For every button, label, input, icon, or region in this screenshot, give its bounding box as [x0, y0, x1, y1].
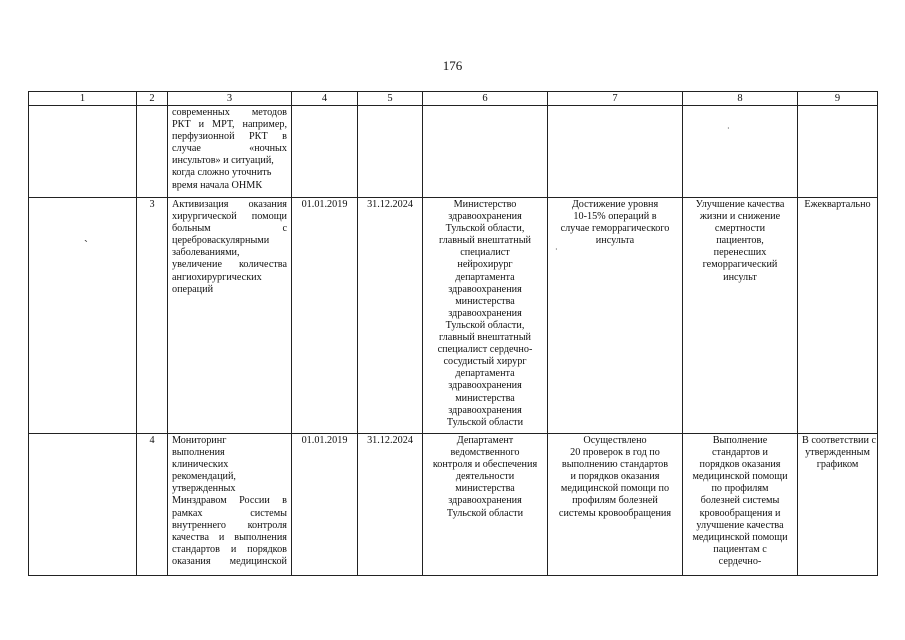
text-line: заболеваниями,: [172, 247, 240, 259]
text-line: здравоохранения: [448, 283, 522, 295]
text-line: нейрохирург: [457, 259, 513, 271]
text-line: кровообращения и: [699, 507, 781, 519]
responsible-cell: [423, 106, 548, 198]
text-line: Активизация оказания: [172, 199, 287, 210]
text-line: больным с: [172, 223, 287, 235]
text-line: перенесших: [713, 247, 767, 259]
text-line: здравоохранения: [448, 404, 522, 416]
text-line: графиком: [816, 459, 859, 471]
text-line: операций: [172, 283, 214, 295]
text-line: здравоохранения: [448, 307, 522, 319]
text-line: Минздравом России в: [172, 495, 287, 507]
text-line: и порядков оказания: [570, 471, 660, 483]
text-line: инсульта: [595, 235, 635, 247]
text-line: здравоохранения: [448, 380, 522, 392]
result-cell: [683, 434, 798, 576]
text-line: Мониторинг: [172, 435, 227, 446]
header-cell-1: 1: [29, 92, 137, 106]
text-line: министерства: [455, 483, 515, 495]
table-row: [29, 434, 878, 576]
text-line: Выполнение: [712, 435, 768, 446]
text-line: современных методов: [172, 107, 287, 118]
end-date-cell: [358, 106, 423, 198]
indicator-cell: [548, 106, 683, 198]
header-cell-5: 5: [358, 92, 423, 106]
text-line: порядков оказания: [699, 459, 781, 471]
text-line: Тульской области: [446, 416, 524, 428]
header-cell-2: 2: [137, 92, 168, 106]
text-line: Министерство: [453, 199, 517, 210]
row-empty-cell: [29, 106, 137, 198]
text-line: утвержденным: [805, 447, 870, 459]
text-line: 20 проверок в год по: [570, 447, 660, 459]
text-line: главный внештатный: [438, 235, 532, 247]
text-line: В соответствии с: [802, 435, 876, 446]
header-cell-8: 8: [683, 92, 798, 106]
text-line: Улучшение качества: [695, 199, 785, 210]
text-line: сердечно-: [718, 555, 762, 567]
text-line: Тульской области,: [445, 319, 525, 331]
text-line: пациентам с: [713, 543, 767, 555]
table-row: [29, 106, 878, 198]
text-line: геморрагический: [702, 259, 778, 271]
text-line: оказания медицинской: [172, 555, 287, 567]
end-date-cell: 31.12.2024: [358, 198, 423, 434]
measure-description-cell: [168, 198, 292, 434]
text-line: выполнению стандартов: [561, 459, 669, 471]
row-empty-cell: [29, 434, 137, 576]
row-number-cell: 4: [137, 434, 168, 576]
text-line: ангиохирургических: [172, 271, 262, 283]
text-line: увеличение количества: [172, 259, 287, 271]
text-line: здравоохранения: [448, 211, 522, 223]
start-date-cell: [292, 106, 358, 198]
text-line: медицинской помощи по: [560, 483, 670, 495]
text-line: инсульт: [723, 271, 757, 283]
text-line: улучшение качества: [696, 519, 784, 531]
frequency-cell: Ежеквартально: [798, 198, 878, 434]
column-number-header-row: [29, 92, 878, 106]
text-line: стандартов и: [712, 447, 768, 459]
text-line: внутреннего контроля: [172, 519, 287, 531]
text-line: ведомственного: [450, 447, 520, 459]
header-cell-4: 4: [292, 92, 358, 106]
row-number-cell: 3: [137, 198, 168, 434]
result-cell: [683, 198, 798, 434]
text-line: выполнения: [172, 447, 225, 459]
header-cell-3: 3: [168, 92, 292, 106]
scan-artifact-dot: ˴: [84, 232, 88, 246]
text-line: медицинской помощи: [692, 531, 788, 543]
text-line: болезней системы: [700, 495, 780, 507]
text-line: стандартов и порядков: [172, 543, 287, 555]
indicator-cell: [548, 198, 683, 434]
text-line: РКТ и МРТ, например,: [172, 119, 287, 131]
measure-description-cell: [168, 106, 292, 198]
text-line: когда сложно уточнить: [172, 167, 272, 179]
text-line: Осуществлено: [583, 435, 647, 446]
text-line: цереброваскулярными: [172, 235, 270, 247]
result-cell: [683, 106, 798, 198]
header-cell-7: 7: [548, 92, 683, 106]
row-empty-cell: [29, 198, 137, 434]
text-line: клинических: [172, 459, 229, 471]
text-line: специалист: [460, 247, 510, 259]
text-line: медицинской помощи: [692, 471, 788, 483]
text-line: Тульской области,: [445, 223, 525, 235]
start-date-cell: 01.01.2019: [292, 434, 358, 576]
start-date-cell: 01.01.2019: [292, 198, 358, 434]
text-line: здравоохранения: [448, 495, 522, 507]
scan-artifact-dot: ·: [727, 124, 730, 133]
text-line: профилям болезней: [572, 495, 658, 507]
header-cell-9: 9: [798, 92, 878, 106]
page-number: 176: [442, 58, 463, 73]
text-line: качества и выполнения: [172, 531, 287, 543]
text-line: рамках системы: [172, 507, 287, 519]
text-line: департамента: [455, 368, 515, 380]
text-line: министерства: [455, 392, 515, 404]
text-line: рекомендаций,: [172, 471, 236, 483]
frequency-cell: [798, 434, 878, 576]
text-line: контроля и обеспечения: [432, 459, 538, 471]
measure-description-cell: [168, 434, 292, 576]
text-line: случае геморрагического: [560, 223, 670, 235]
text-line: перфузионной РКТ в: [172, 131, 287, 143]
header-cell-6: 6: [423, 92, 548, 106]
text-line: смертности: [714, 223, 766, 235]
frequency-cell: [798, 106, 878, 198]
text-line: специалист сердечно-: [437, 344, 533, 356]
indicator-cell: [548, 434, 683, 576]
row-number-cell: [137, 106, 168, 198]
responsible-cell: [423, 434, 548, 576]
text-line: министерства: [455, 295, 515, 307]
end-date-cell: 31.12.2024: [358, 434, 423, 576]
text-line: главный внештатный: [438, 332, 532, 344]
text-line: пациентов,: [716, 235, 764, 247]
responsible-cell: [423, 198, 548, 434]
text-line: сосудистый хирург: [443, 356, 527, 368]
text-line: системы кровообращения: [558, 507, 672, 519]
text-line: Тульской области: [446, 507, 524, 519]
text-line: по профилям: [711, 483, 769, 495]
text-line: инсультов» и ситуаций,: [172, 155, 274, 167]
text-line: случае «ночных: [172, 143, 287, 155]
scan-artifact-dot: ·: [555, 245, 558, 254]
measures-table: [28, 91, 878, 576]
text-line: Достижение уровня: [571, 199, 659, 210]
text-line: хирургической помощи: [172, 211, 287, 223]
text-line: время начала ОНМК: [172, 179, 263, 191]
text-line: Департамент: [456, 435, 514, 446]
text-line: утвержденных: [172, 483, 236, 495]
table-row: [29, 198, 878, 434]
text-line: деятельности: [455, 471, 515, 483]
text-line: жизни и снижение: [699, 211, 781, 223]
text-line: департамента: [455, 271, 515, 283]
text-line: 10-15% операций в: [573, 211, 657, 223]
